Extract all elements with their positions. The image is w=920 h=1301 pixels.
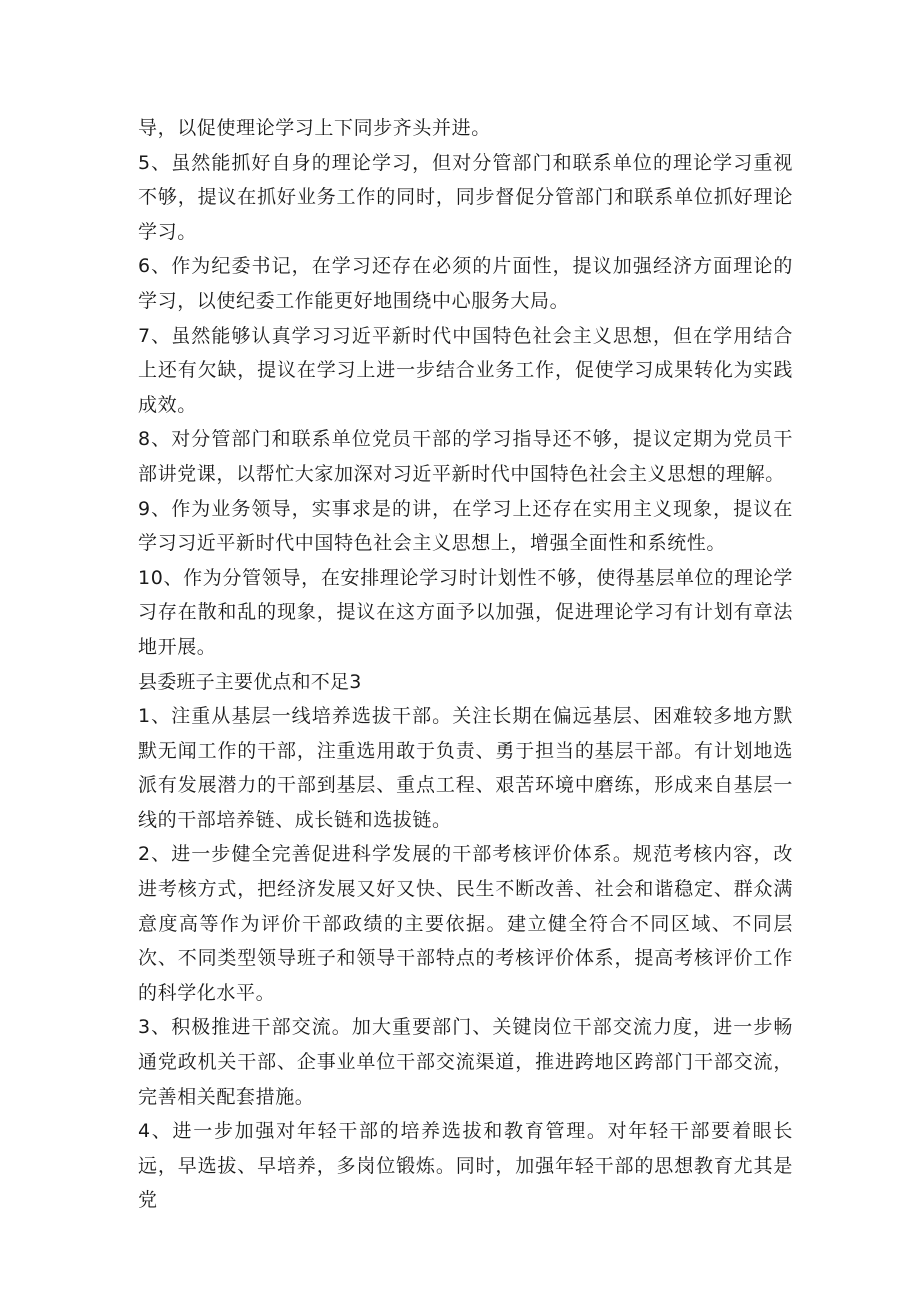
paragraph-item-2: 2、进一步健全完善促进科学发展的干部考核评价体系。规范考核内容，改进考核方式，把经济发展又好又快、民生不断改善、社会和谐稳定、群众满意度高等作为评价干部政绩的主要依据。建立健全符合不同区域、不同层次、不同类型领导班子和领导干部特点的考核评价体系，提高考核评价工作的科学化水平。 <box>138 843 793 1004</box>
paragraph-item-9: 9、作为业务领导，实事求是的讲，在学习上还存在实用主义现象，提议在学习习近平新时代中国特色社会主义思想上，增强全面性和系统性。 <box>138 497 793 555</box>
paragraph-item-3: 3、积极推进干部交流。加大重要部门、关键岗位干部交流力度，进一步畅通党政机关干部、企事业单位干部交流渠道，推进跨地区跨部门干部交流，完善相关配套措施。 <box>138 1016 793 1108</box>
paragraph-item-6: 6、作为纪委书记，在学习还存在必须的片面性，提议加强经济方面理论的学习，以使纪委工作能更好地围绕中心服务大局。 <box>138 255 793 312</box>
paragraph-item-10: 10、作为分管领导，在安排理论学习时计划性不够，使得基层单位的理论学习存在散和乱的现象，提议在这方面予以加强，促进理论学习有计划有章法地开展。 <box>138 566 793 658</box>
paragraph-item-7: 7、虽然能够认真学习习近平新时代中国特色社会主义思想，但在学用结合上还有欠缺，提议在学习上进一步结合业务工作，促使学习成果转化为实践成效。 <box>138 324 793 416</box>
section-heading: 县委班子主要优点和不足3 <box>138 670 362 693</box>
paragraph-continuation: 导，以促使理论学习上下同步齐头并进。 <box>138 117 491 139</box>
document-body <box>138 111 793 1218</box>
paragraph-item-8: 8、对分管部门和联系单位党员干部的学习指导还不够，提议定期为党员干部讲党课，以帮忙大家加深对习近平新时代中国特色社会主义思想的理解。 <box>138 428 793 485</box>
paragraph-item-5: 5、虽然能抓好自身的理论学习，但对分管部门和联系单位的理论学习重视不够，提议在抓好业务工作的同时，同步督促分管部门和联系单位抓好理论学习。 <box>138 151 793 243</box>
paragraph-item-1: 1、注重从基层一线培养选拔干部。关注长期在偏远基层、困难较多地方默默无闻工作的干部，注重选用敢于负责、勇于担当的基层干部。有计划地选派有发展潜力的干部到基层、重点工程、艰苦环境中磨练，形成来自基层一线的干部培养链、成长链和选拔链。 <box>138 705 793 831</box>
paragraph-item-4: 4、进一步加强对年轻干部的培养选拔和教育管理。对年轻干部要着眼长远，早选拔、早培养，多岗位锻炼。同时，加强年轻干部的思想教育尤其是党 <box>138 1120 793 1212</box>
